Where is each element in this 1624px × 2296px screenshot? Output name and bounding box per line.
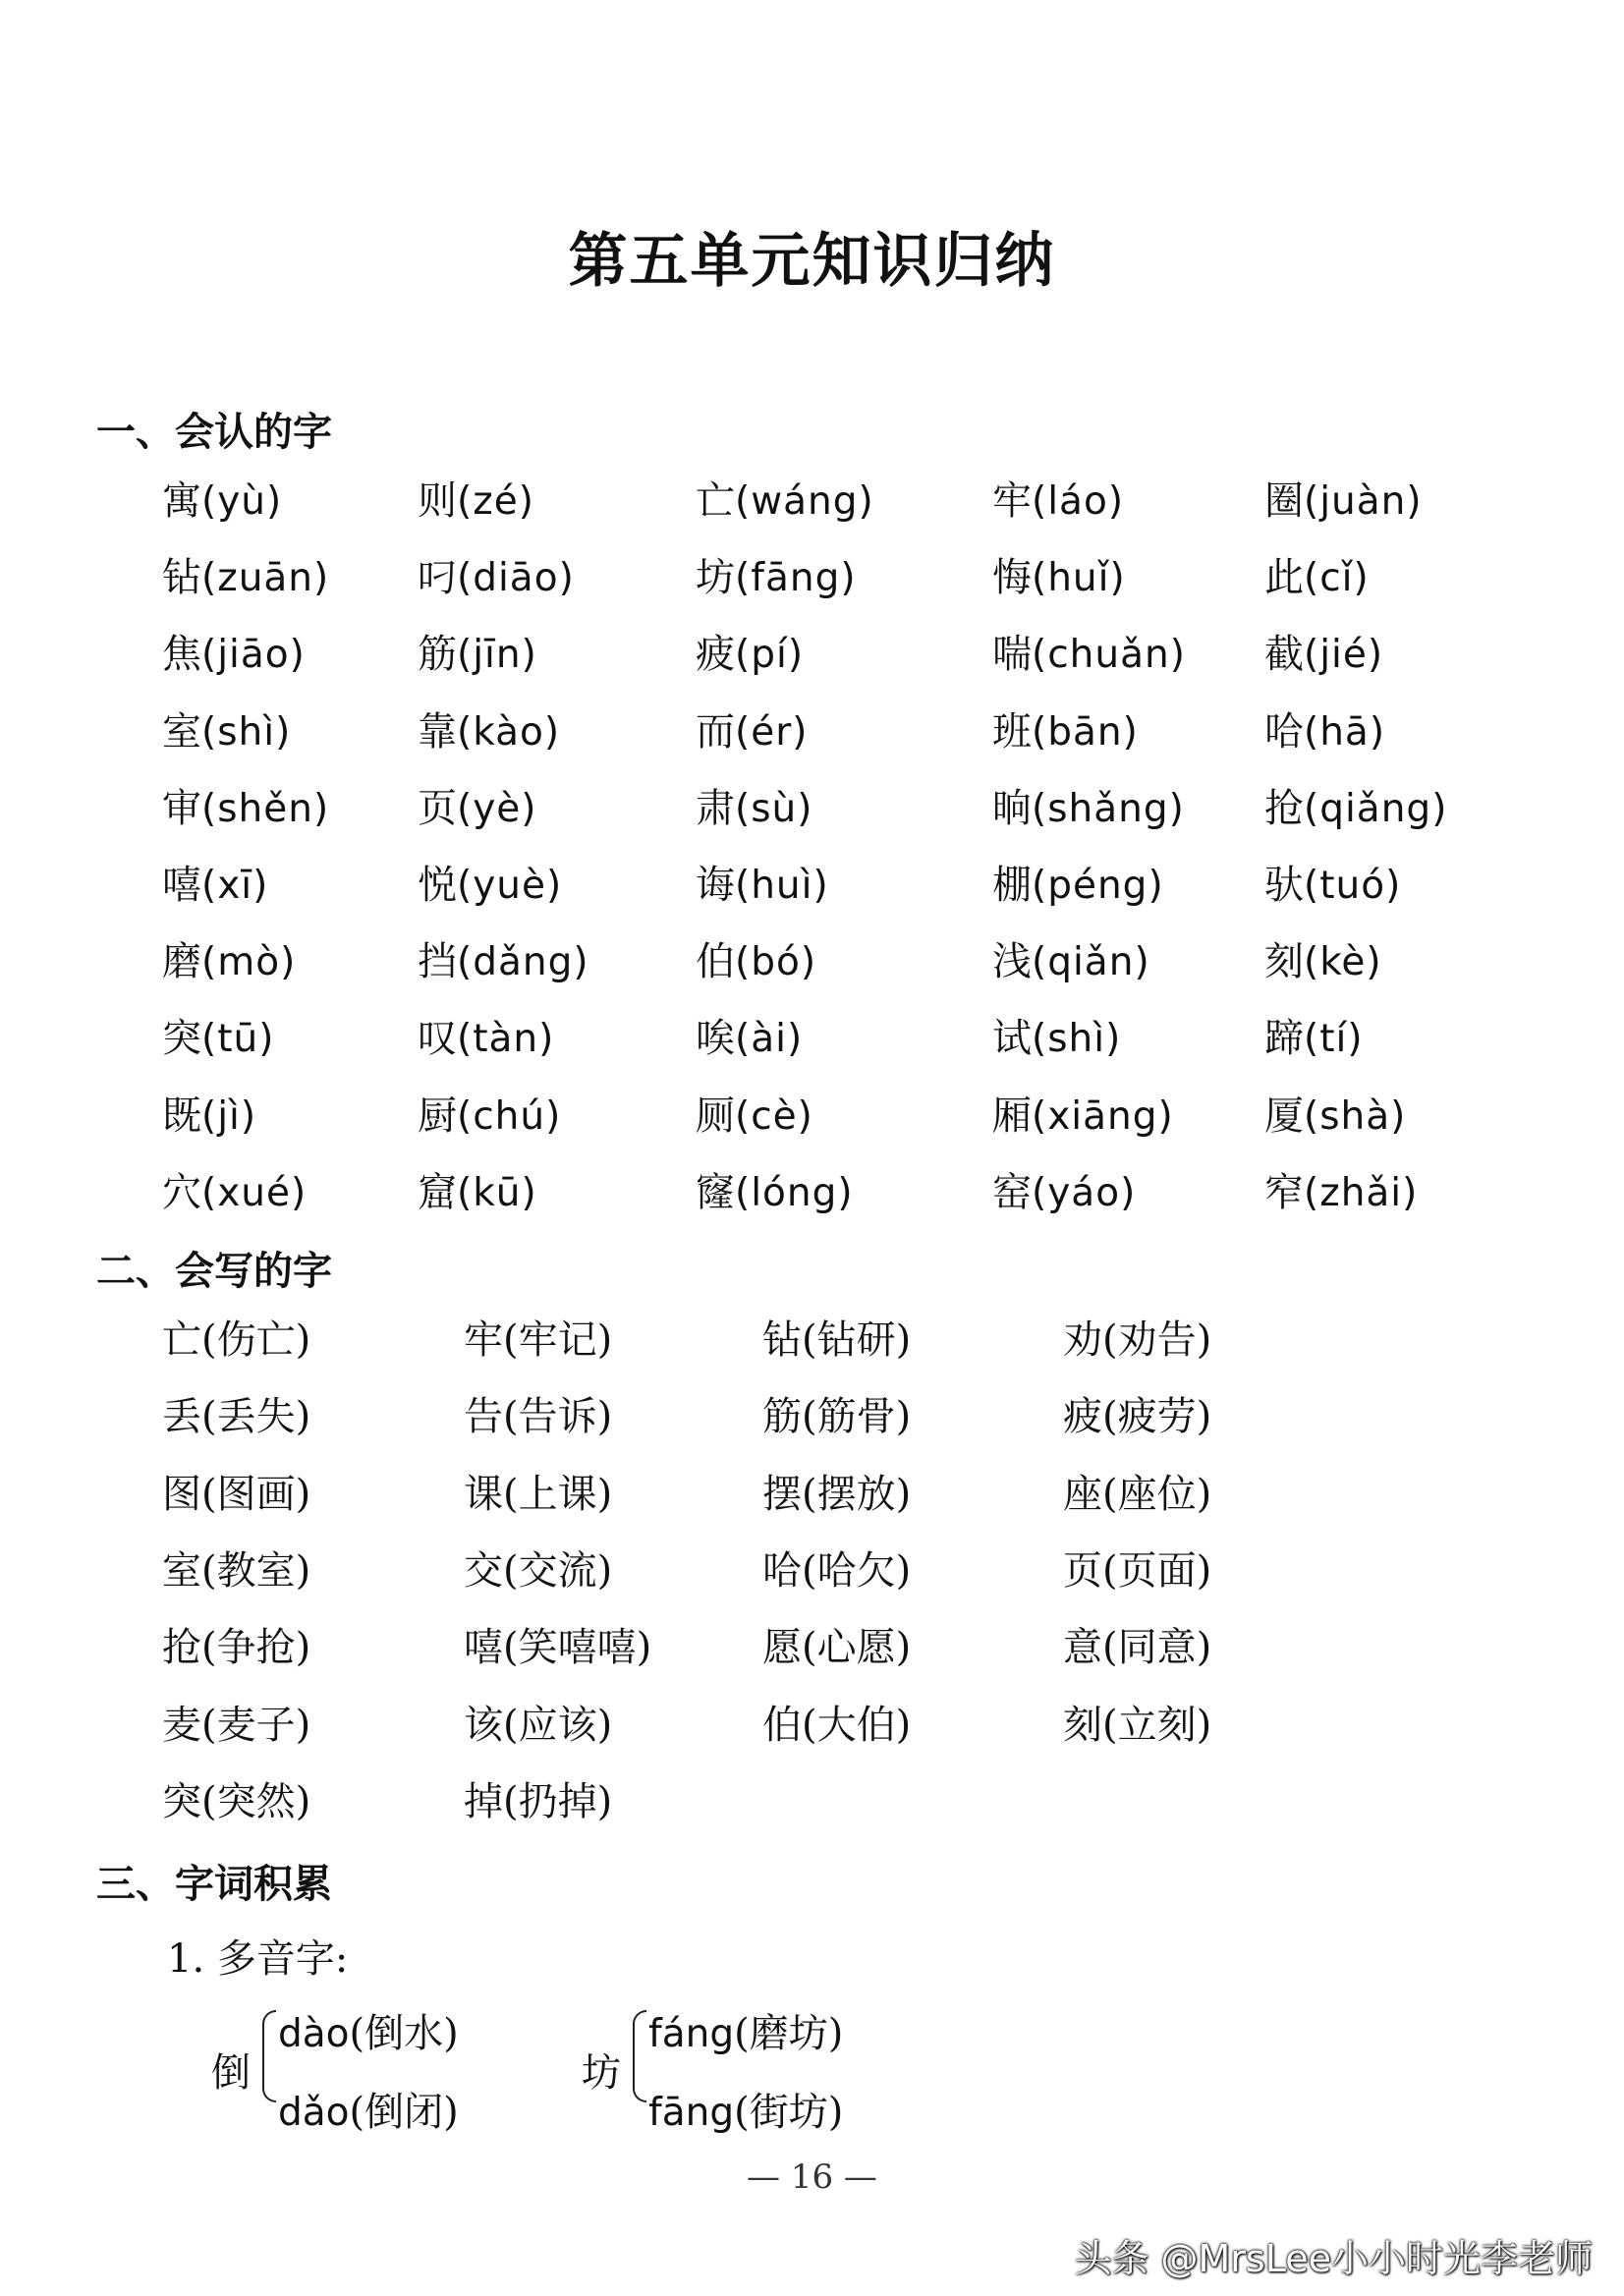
recognize-char: 喘(chuǎn) (992, 632, 1186, 678)
recognize-char: 挡(dǎng) (418, 939, 589, 985)
page-title: 第五单元知识归纳 (568, 227, 1056, 296)
example-word: 街坊 (749, 2090, 828, 2135)
pinyin: huǐ (1047, 556, 1110, 601)
recognize-char: 焦(jiāo) (162, 632, 306, 678)
pinyin: bó (751, 940, 801, 985)
recognize-char: 靠(kào) (418, 708, 561, 755)
write-char: 室(教室) (162, 1547, 311, 1594)
hanzi: 窑 (992, 1169, 1032, 1215)
recognize-char: 筋(jīn) (418, 632, 537, 678)
write-char: 抢(争抢) (162, 1625, 311, 1671)
hanzi: 厨 (418, 1092, 457, 1139)
hanzi: 浅 (992, 939, 1032, 985)
recognize-char: 突(tū) (162, 1016, 275, 1062)
pinyin: xiāng (1047, 1093, 1158, 1139)
polyphone-reading: fāng(街坊) (648, 2090, 844, 2135)
pinyin: tàn (473, 1017, 539, 1062)
polyphone-char: 倒 (211, 2050, 251, 2096)
hanzi: 审 (162, 785, 201, 831)
polyphone-subheading: 1. 多音字: (167, 1936, 349, 1982)
example-word: 磨坊 (749, 2011, 828, 2056)
pinyin: kào (473, 709, 544, 755)
pinyin: shà (1319, 1093, 1391, 1139)
write-char: 座(座位) (1063, 1471, 1212, 1517)
hanzi: 页 (418, 785, 457, 831)
hanzi: 悦 (418, 863, 457, 908)
pinyin: dào (278, 2012, 350, 2056)
hanzi: 磨 (162, 939, 201, 985)
write-char: 图(图画) (162, 1471, 311, 1517)
hanzi: 截 (1264, 632, 1304, 678)
hanzi: 哈 (1264, 708, 1304, 755)
hanzi: 刻 (1264, 939, 1304, 985)
write-char: 页(页面) (1063, 1547, 1212, 1594)
pinyin: yáo (1047, 1170, 1121, 1215)
pinyin: kè (1319, 940, 1367, 985)
pinyin: jì (217, 1093, 241, 1139)
pinyin: tū (217, 1017, 259, 1062)
hanzi: 疲 (696, 632, 735, 678)
recognize-char: 疲(pí) (696, 632, 805, 678)
recognize-char: 此(cǐ) (1264, 555, 1370, 601)
section-heading-words: 三、字词积累 (96, 1862, 332, 1907)
write-char: 钻(钻研) (762, 1317, 912, 1363)
recognize-char: 班(bān) (992, 708, 1139, 755)
hanzi: 唉 (696, 1016, 735, 1062)
pinyin: láo (1047, 479, 1108, 524)
recognize-char: 室(shì) (162, 708, 292, 755)
pinyin: hā (1319, 709, 1370, 755)
example-word: 倒闭 (364, 2090, 444, 2135)
pinyin: cè (751, 1093, 798, 1139)
hanzi: 棚 (992, 863, 1032, 908)
write-char: 筋(筋骨) (762, 1394, 912, 1440)
hanzi: 叹 (418, 1016, 457, 1062)
recognize-char: 截(jié) (1264, 632, 1384, 678)
write-char: 该(应该) (464, 1702, 613, 1748)
recognize-char: 窿(lóng) (696, 1169, 854, 1215)
pinyin: yuè (473, 864, 547, 908)
pinyin: shǎng (1047, 786, 1169, 831)
pinyin: wáng (751, 479, 859, 524)
write-char: 疲(疲劳) (1063, 1394, 1212, 1440)
hanzi: 钻 (162, 555, 201, 601)
recognize-char: 叹(tàn) (418, 1016, 555, 1062)
write-char: 摆(摆放) (762, 1471, 912, 1517)
recognize-char: 亡(wáng) (696, 478, 874, 524)
hanzi: 厦 (1264, 1092, 1304, 1139)
write-char: 丢(丢失) (162, 1394, 311, 1440)
pinyin: shěn (217, 786, 313, 831)
pinyin: zé (473, 479, 519, 524)
hanzi: 则 (418, 478, 457, 524)
recognize-char: 哈(hā) (1264, 708, 1386, 755)
pinyin: xué (217, 1170, 292, 1215)
recognize-char: 牢(láo) (992, 478, 1125, 524)
pinyin: diāo (473, 556, 559, 601)
hanzi: 突 (162, 1016, 201, 1062)
recognize-char: 圈(juàn) (1264, 478, 1423, 524)
hanzi: 筋 (418, 632, 457, 678)
pinyin: pí (751, 633, 788, 678)
pinyin: dǎng (473, 940, 574, 985)
polyphone-reading: fáng(磨坊) (648, 2011, 844, 2056)
pinyin: kū (473, 1170, 522, 1215)
recognize-char: 试(shì) (992, 1016, 1122, 1062)
hanzi: 此 (1264, 555, 1304, 601)
brace (262, 2010, 276, 2102)
pinyin: qiǎng (1319, 786, 1432, 831)
hanzi: 既 (162, 1092, 201, 1139)
write-char: 哈(哈欠) (762, 1547, 912, 1594)
pinyin: xī (217, 864, 253, 908)
write-char: 愿(心愿) (762, 1625, 912, 1671)
write-char: 突(突然) (162, 1778, 311, 1824)
recognize-char: 穴(xué) (162, 1169, 308, 1215)
pinyin: lóng (751, 1170, 838, 1215)
write-char: 劝(劝告) (1063, 1317, 1212, 1363)
pinyin: chuǎn (1047, 633, 1170, 678)
pinyin: juàn (1319, 479, 1407, 524)
pinyin: cǐ (1319, 556, 1354, 601)
pinyin: fáng (648, 2012, 735, 2056)
hanzi: 肃 (696, 785, 735, 831)
hanzi: 伯 (696, 939, 735, 985)
recognize-char: 窑(yáo) (992, 1169, 1137, 1215)
recognize-char: 窟(kū) (418, 1169, 537, 1215)
pinyin: ài (751, 1017, 787, 1062)
recognize-char: 厨(chú) (418, 1092, 562, 1139)
hanzi: 穴 (162, 1169, 201, 1215)
pinyin: yù (217, 479, 267, 524)
recognize-char: 驮(tuó) (1264, 863, 1402, 908)
page-number: — 16 — (747, 2157, 877, 2197)
recognize-char: 审(shěn) (162, 785, 330, 831)
recognize-char: 既(jì) (162, 1092, 257, 1139)
pinyin: huì (751, 864, 813, 908)
pinyin: zuān (217, 556, 314, 601)
hanzi: 寓 (162, 478, 201, 524)
hanzi: 蹄 (1264, 1016, 1304, 1062)
hanzi: 厕 (696, 1092, 735, 1139)
pinyin: shì (217, 709, 276, 755)
pinyin: fāng (751, 556, 841, 601)
pinyin: jié (1319, 633, 1368, 678)
recognize-char: 抢(qiǎng) (1264, 785, 1448, 831)
hanzi: 试 (992, 1016, 1032, 1062)
write-char: 伯(大伯) (762, 1702, 912, 1748)
hanzi: 挡 (418, 939, 457, 985)
pinyin: qiǎn (1047, 940, 1135, 985)
recognize-char: 窄(zhǎi) (1264, 1169, 1419, 1215)
pinyin: shì (1047, 1017, 1106, 1062)
brace (633, 2010, 646, 2102)
hanzi: 晌 (992, 785, 1032, 831)
pinyin: tí (1319, 1017, 1348, 1062)
write-char: 亡(伤亡) (162, 1317, 311, 1363)
recognize-char: 棚(péng) (992, 863, 1164, 908)
recognize-char: 厕(cè) (696, 1092, 813, 1139)
write-char: 课(上课) (464, 1471, 613, 1517)
write-char: 刻(立刻) (1063, 1702, 1212, 1748)
pinyin: zhǎi (1319, 1170, 1403, 1215)
section-heading-recognize: 一、会认的字 (96, 410, 332, 455)
polyphone-char: 坊 (582, 2050, 621, 2096)
pinyin: mò (217, 940, 281, 985)
recognize-char: 浅(qiǎn) (992, 939, 1150, 985)
pinyin: chú (473, 1093, 546, 1139)
hanzi: 靠 (418, 708, 457, 755)
write-char: 告(告诉) (464, 1394, 613, 1440)
recognize-char: 唉(ài) (696, 1016, 804, 1062)
watermark: 头条 @MrsLee小小时光李老师 (1074, 2237, 1593, 2280)
hanzi: 厢 (992, 1092, 1032, 1139)
hanzi: 叼 (418, 555, 457, 601)
write-char: 牢(牢记) (464, 1317, 613, 1363)
recognize-char: 钻(zuān) (162, 555, 330, 601)
example-word: 倒水 (364, 2011, 444, 2056)
pinyin: péng (1047, 864, 1148, 908)
hanzi: 班 (992, 708, 1032, 755)
recognize-char: 悦(yuè) (418, 863, 563, 908)
pinyin: jiāo (217, 633, 290, 678)
write-char: 交(交流) (464, 1547, 613, 1594)
hanzi: 悔 (992, 555, 1032, 601)
recognize-char: 蹄(tí) (1264, 1016, 1364, 1062)
recognize-char: 刻(kè) (1264, 939, 1382, 985)
pinyin: fāng (648, 2091, 735, 2135)
pinyin: sù (751, 786, 798, 831)
hanzi: 而 (696, 708, 735, 755)
polyphone-reading: dǎo(倒闭) (278, 2090, 459, 2135)
recognize-char: 伯(bó) (696, 939, 817, 985)
recognize-char: 而(ér) (696, 708, 809, 755)
recognize-char: 页(yè) (418, 785, 537, 831)
hanzi: 圈 (1264, 478, 1304, 524)
pinyin: tuó (1319, 864, 1386, 908)
hanzi: 驮 (1264, 863, 1304, 908)
recognize-char: 肃(sù) (696, 785, 813, 831)
hanzi: 抢 (1264, 785, 1304, 831)
recognize-char: 厢(xiāng) (992, 1092, 1174, 1139)
write-char: 麦(麦子) (162, 1702, 311, 1748)
recognize-char: 嘻(xī) (162, 863, 269, 908)
hanzi: 亡 (696, 478, 735, 524)
hanzi: 牢 (992, 478, 1032, 524)
recognize-char: 诲(huì) (696, 863, 829, 908)
pinyin: yè (473, 786, 522, 831)
hanzi: 坊 (696, 555, 735, 601)
recognize-char: 寓(yù) (162, 478, 283, 524)
hanzi: 窿 (696, 1169, 735, 1215)
recognize-char: 悔(huǐ) (992, 555, 1126, 601)
hanzi: 窄 (1264, 1169, 1304, 1215)
hanzi: 喘 (992, 632, 1032, 678)
pinyin: dǎo (278, 2091, 350, 2135)
recognize-char: 磨(mò) (162, 939, 297, 985)
recognize-char: 晌(shǎng) (992, 785, 1185, 831)
recognize-char: 坊(fāng) (696, 555, 857, 601)
recognize-char: 厦(shà) (1264, 1092, 1407, 1139)
write-char: 意(同意) (1063, 1625, 1212, 1671)
recognize-char: 则(zé) (418, 478, 534, 524)
section-heading-write: 二、会写的字 (96, 1249, 332, 1294)
hanzi: 窟 (418, 1169, 457, 1215)
pinyin: jīn (473, 633, 522, 678)
hanzi: 嘻 (162, 863, 201, 908)
write-char: 掉(扔掉) (464, 1778, 613, 1824)
polyphone-reading: dào(倒水) (278, 2011, 459, 2056)
hanzi: 焦 (162, 632, 201, 678)
pinyin: ér (751, 709, 793, 755)
hanzi: 诲 (696, 863, 735, 908)
pinyin: bān (1047, 709, 1123, 755)
hanzi: 室 (162, 708, 201, 755)
write-char: 嘻(笑嘻嘻) (464, 1625, 652, 1671)
recognize-char: 叼(diāo) (418, 555, 575, 601)
